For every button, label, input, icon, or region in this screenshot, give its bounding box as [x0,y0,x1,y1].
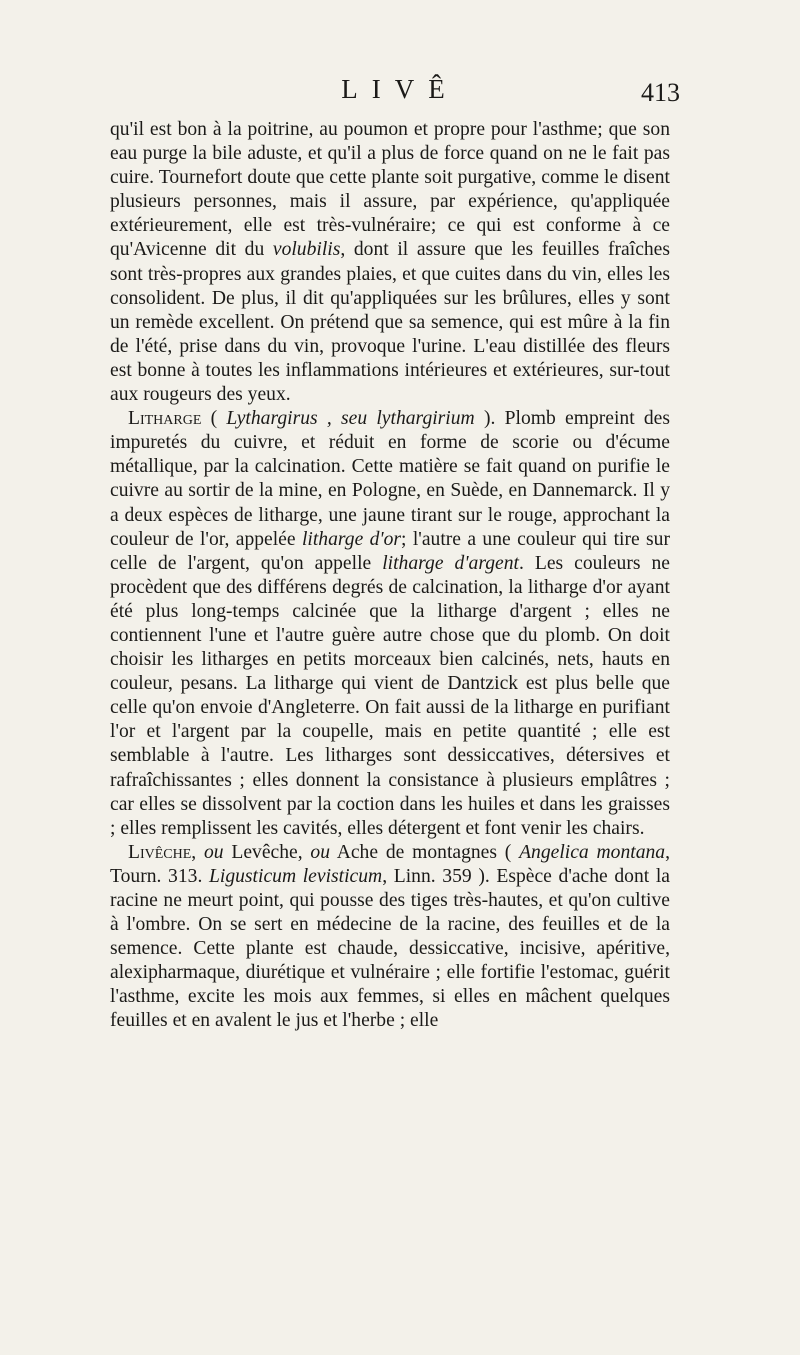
running-head: LIVÊ [341,74,459,104]
text-run: Ache de montagnes ( [330,841,520,863]
italic-term: ou [310,841,330,863]
text-run: ). Plomb empreint des impuretés du cuivre, et réduit en forme de scorie ou d'écume métallique, par la calcination. Cette matière se fait quand on purifie le cuivre au sortir de la mine, en Pologne, en Suède, en Dannemarck. Il y a deux espèces de litharge, une jaune tirant sur le rouge, approchant la couleur de l'or, appelée [110,408,671,550]
text-run: . Les couleurs ne procèdent que des différens degrés de calcination, la litharge d'or ayant été plus long-temps calcinée que la litharge d'argent ; elles ne contiennent l'une et l'autre guère autre chose que du plomb. On doit choisir les litharges en petits morceaux bien calcinés, nets, hauts en couleur, pesans. La litharge qui vient de Dantzick est plus belle que celle qu'on envoie d'Angleterre. On fait aussi de la litharge en purifiant l'or et l'argent par la coupelle, mais en petite quantité ; elle est semblable à l'autre. Les litharges sont dessiccatives, détersives et rafraîchissantes ; elles donnent la consistance à plusieurs emplâtres ; car elles se dissolvent par la coction dans les huiles et dans les graisses ; elles remplissent les cavités, elles détergent et font venir les chairs. [110,552,670,839]
entry-headword: Litharge [128,408,202,430]
text-run: , dont il assure que les feuilles fraîches sont très-propres aux grandes plaies, et que cuites dans du vin, elles les consolident. De plus, il dit qu'appliquées sur les brûlures, elles y sont un remède excellent. On prétend que sa semence, qui est mûre à la fin de l'été, prise dans du vin, provoque l'urine. L'eau distillée des fleurs est bonne à toutes les inflammations intérieures et extérieures, sur-tout aux rougeurs des yeux. [110,239,671,406]
text-run: ; l'autre a une couleur qui tire sur celle de l'argent, qu'on appelle [110,528,671,574]
entry-liveche [110,841,670,1034]
entry-litharge [110,407,670,841]
latin-name: Ligusticum levisticum [209,865,383,887]
text-run: Levêche, [223,841,311,863]
italic-term: litharge d'argent [382,552,519,574]
text-run: qu'il est bon à la poitrine, au poumon et propre pour l'asthme; que son eau purge la bile aduste, et qu'il a plus de force quand on ne le fait pas cuire. Tournefort doute que cette plante soit purgative, comme le disent plusieurs personnes, mais il assure, par expérience, qu'appliquée extérieurement, elle est très-vulnéraire; ce qui est conforme à ce qu'Avicenne dit du [110,119,670,261]
paragraph-volubilis-continuation [110,118,670,407]
text-run: , [191,841,204,863]
entry-headword: Livêche [128,841,192,863]
text-run: , Tourn. 313. [110,841,671,887]
page-header [0,74,800,114]
text-run: ( [201,408,227,430]
italic-term: ou [203,841,224,863]
italic-term: litharge d'or [301,528,402,550]
latin-name: Angelica montana [519,841,666,863]
italic-term: volubilis [272,239,341,261]
page-number: 413 [641,78,680,107]
text-body [110,118,670,1034]
latin-name: Lythargirus , seu lythargirium [226,408,475,430]
text-run: , Linn. 359 ). Espèce d'ache dont la racine ne meurt point, qui pousse des tiges très-hautes, et qu'on cultive à l'ombre. On se sert en médecine de la racine, des feuilles et de la semence. Cette plante est chaude, dessiccative, incisive, apéritive, alexipharmaque, diurétique et vulnéraire ; elle fortifie l'estomac, guérit l'asthme, excite les mois aux femmes, si elles en mâchent quelques feuilles et en avalent le jus et l'herbe ; elle [110,865,671,1032]
